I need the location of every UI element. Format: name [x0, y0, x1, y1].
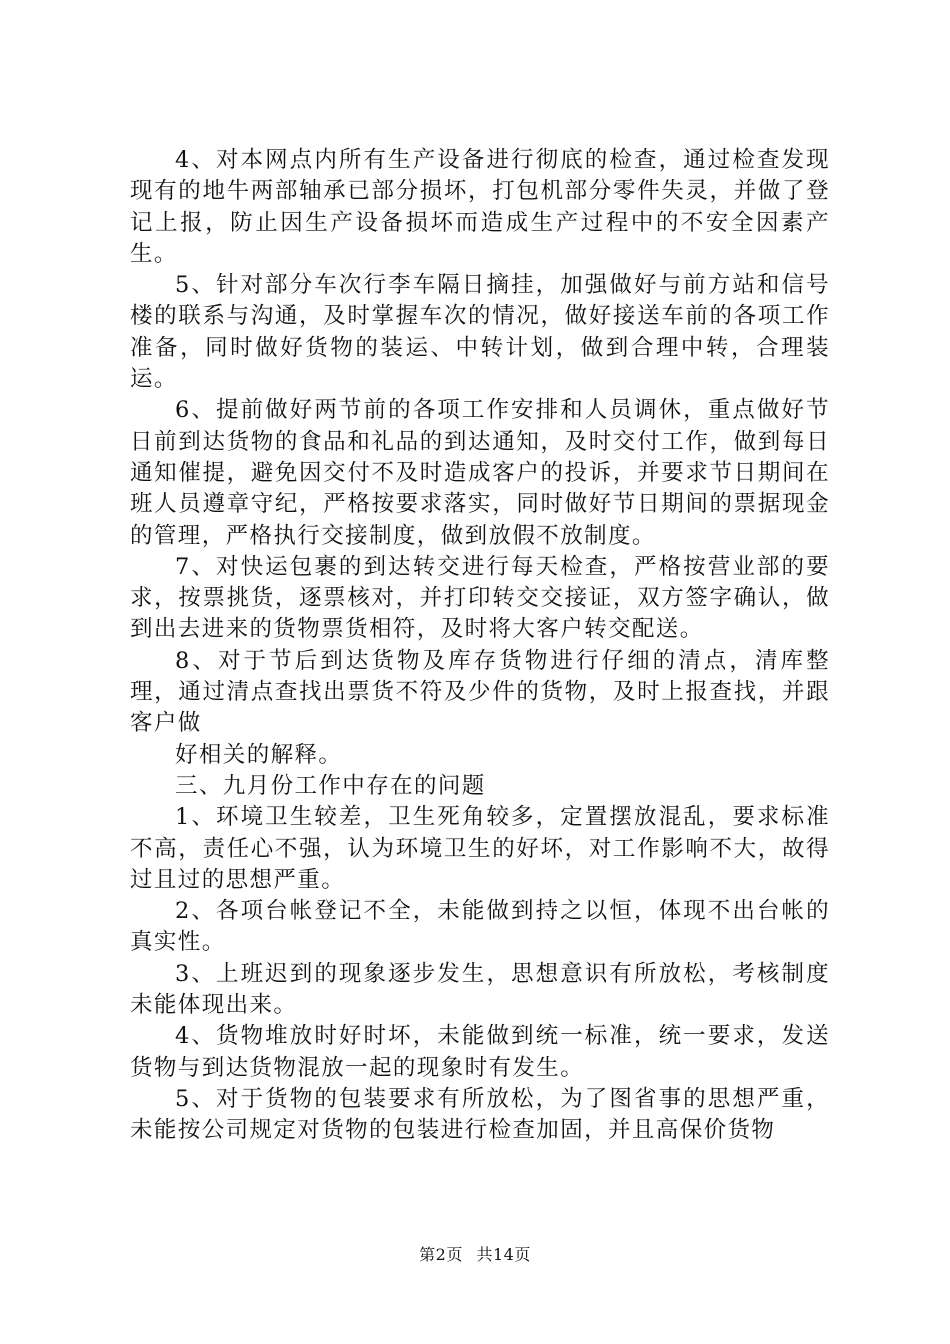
document-body	[130, 145, 830, 1147]
page-number-label: 第2页	[419, 1245, 463, 1264]
paragraph-continuation: 好相关的解释。	[175, 741, 343, 768]
paragraph-item-8-inventory-count: 8、对于节后到达货物及库存货物进行仔细的清点，清库整理，通过清点查找出票货不符及少件的货物，及时上报查找，并跟客户做	[130, 647, 830, 737]
page-footer	[0, 1242, 950, 1265]
paragraph-problem-1-hygiene: 1、环境卫生较差，卫生死角较多，定置摆放混乱，要求标准不高，责任心不强，认为环境卫生的好坏，对工作影响不大，故得过且过的思想严重。	[130, 804, 830, 893]
paragraph-item-7-express-parcel: 7、对快运包裹的到达转交进行每天检查，严格按营业部的要求，按票挑货，逐票核对，并打印转交交接证，双方签字确认，做到出去进来的货物票货相符，及时将大客户转交配送。	[130, 553, 830, 643]
page-total-label: 共14页	[476, 1245, 531, 1264]
paragraph-problem-3-lateness: 3、上班迟到的现象逐步发生，思想意识有所放松，考核制度未能体现出来。	[130, 960, 830, 1019]
paragraph-item-6-holiday-arrangement: 6、提前做好两节前的各项工作安排和人员调休，重点做好节日前到达货物的食品和礼品的到达通知，及时交付工作，做到每日通知催提，避免因交付不及时造成客户的投诉，并要求节日期间在班人员遵章守纪，严格按要求落实，同时做好节日期间的票据现金的管理，严格执行交接制度，做到放假不放制度。	[130, 397, 830, 549]
paragraph-problem-5-packaging: 5、对于货物的包装要求有所放松，为了图省事的思想严重，未能按公司规定对货物的包装进行检查加固，并且高保价货物	[130, 1085, 830, 1144]
paragraph-item-4-equipment-check: 4、对本网点内所有生产设备进行彻底的检查，通过检查发现现有的地牛两部轴承已部分损坏，打包机部分零件失灵，并做了登记上报，防止因生产设备损坏而造成生产过程中的不安全因素产生。	[130, 147, 830, 267]
paragraph-problem-2-ledger: 2、各项台帐登记不全，未能做到持之以恒，体现不出台帐的真实性。	[130, 898, 830, 956]
section-heading-problems: 三、九月份工作中存在的问题	[175, 772, 486, 799]
paragraph-problem-4-stacking: 4、货物堆放时好时坏，未能做到统一标准，统一要求，发送货物与到达货物混放一起的现象时有发生。	[130, 1023, 830, 1081]
paragraph-item-5-luggage-car: 5、针对部分车次行李车隔日摘挂，加强做好与前方站和信号楼的联系与沟通，及时掌握车次的情况，做好接送车前的各项工作准备，同时做好货物的装运、中转计划，做到合理中转，合理装运。	[130, 272, 830, 393]
